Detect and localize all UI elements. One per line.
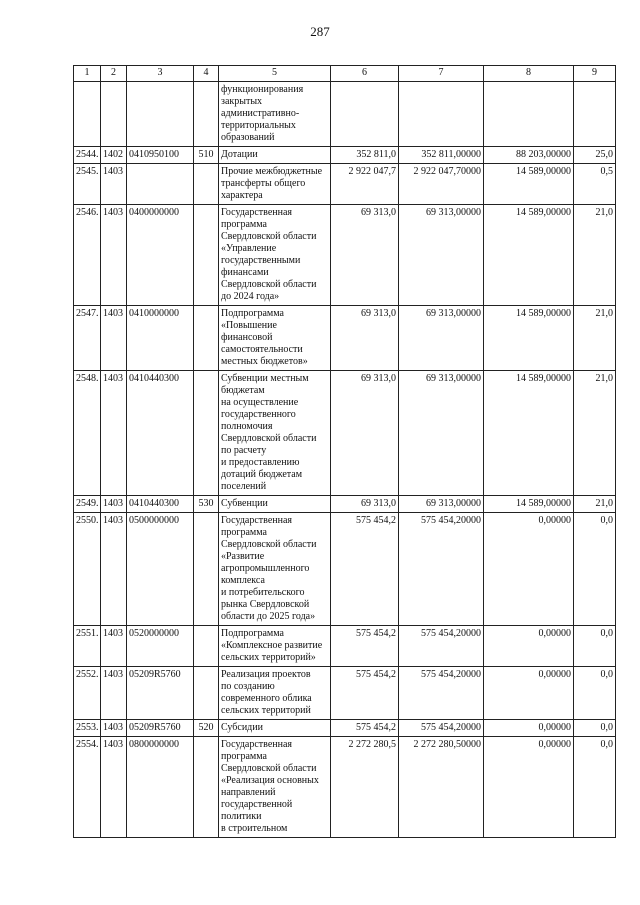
amount-cell: 575 454,2 (331, 513, 399, 626)
item-name-cell: Субсидии (219, 720, 331, 737)
row-number-cell: 2548. (74, 371, 101, 496)
expense-type-cell: 510 (194, 147, 219, 164)
amount-cell: 0,00000 (484, 737, 574, 838)
percent-cell: 25,0 (574, 147, 616, 164)
item-name-cell: функционирования закрытых административно- территориальных образований (219, 82, 331, 147)
row-number-cell: 2546. (74, 205, 101, 306)
header-cell: 1 (74, 66, 101, 82)
item-name-cell: Государственная программа Свердловской области «Развитие агропромышленного комплекса и потребительского рынка Свердловской области до 2025 года» (219, 513, 331, 626)
expense-type-cell (194, 82, 219, 147)
amount-cell: 14 589,00000 (484, 306, 574, 371)
target-article-cell: 05209R5760 (127, 720, 194, 737)
target-article-cell: 0410440300 (127, 371, 194, 496)
row-number-cell: 2550. (74, 513, 101, 626)
section-code-cell: 1402 (101, 147, 127, 164)
row-number-cell: 2549. (74, 496, 101, 513)
table-row (74, 496, 616, 513)
amount-cell: 0,00000 (484, 626, 574, 667)
amount-cell: 14 589,00000 (484, 205, 574, 306)
expense-type-cell (194, 205, 219, 306)
amount-cell: 575 454,2 (331, 626, 399, 667)
row-number-cell: 2552. (74, 667, 101, 720)
row-number-cell: 2553. (74, 720, 101, 737)
target-article-cell: 0400000000 (127, 205, 194, 306)
amount-cell: 14 589,00000 (484, 164, 574, 205)
amount-precise-cell: 2 922 047,70000 (399, 164, 484, 205)
target-article-cell: 0520000000 (127, 626, 194, 667)
expense-type-cell (194, 513, 219, 626)
percent-cell: 0,0 (574, 720, 616, 737)
expense-type-cell (194, 626, 219, 667)
section-code-cell: 1403 (101, 371, 127, 496)
amount-precise-cell: 69 313,00000 (399, 371, 484, 496)
item-name-cell: Государственная программа Свердловской области «Реализация основных направлений государственной политики в строительном (219, 737, 331, 838)
amount-precise-cell: 2 272 280,50000 (399, 737, 484, 838)
target-article-cell: 05209R5760 (127, 667, 194, 720)
header-cell: 8 (484, 66, 574, 82)
section-code-cell: 1403 (101, 667, 127, 720)
amount-precise-cell (399, 82, 484, 147)
row-number-cell (74, 82, 101, 147)
section-code-cell: 1403 (101, 496, 127, 513)
amount-cell: 0,00000 (484, 667, 574, 720)
section-code-cell: 1403 (101, 513, 127, 626)
table-row (74, 205, 616, 306)
expense-type-cell (194, 667, 219, 720)
table-row (74, 306, 616, 371)
expense-type-cell: 530 (194, 496, 219, 513)
row-number-cell: 2544. (74, 147, 101, 164)
table-body (74, 82, 616, 838)
percent-cell (574, 82, 616, 147)
amount-cell: 69 313,0 (331, 496, 399, 513)
amount-precise-cell: 575 454,20000 (399, 626, 484, 667)
amount-precise-cell: 352 811,00000 (399, 147, 484, 164)
amount-cell: 575 454,2 (331, 667, 399, 720)
expense-type-cell (194, 306, 219, 371)
amount-precise-cell: 69 313,00000 (399, 306, 484, 371)
item-name-cell: Дотации (219, 147, 331, 164)
target-article-cell: 0410440300 (127, 496, 194, 513)
amount-cell: 0,00000 (484, 720, 574, 737)
percent-cell: 0,0 (574, 513, 616, 626)
item-name-cell: Подпрограмма «Повышение финансовой самостоятельности местных бюджетов» (219, 306, 331, 371)
expense-type-cell (194, 371, 219, 496)
amount-cell: 14 589,00000 (484, 371, 574, 496)
amount-precise-cell: 575 454,20000 (399, 667, 484, 720)
section-code-cell: 1403 (101, 306, 127, 371)
amount-cell: 575 454,2 (331, 720, 399, 737)
target-article-cell (127, 82, 194, 147)
table-row (74, 667, 616, 720)
header-cell: 2 (101, 66, 127, 82)
amount-cell: 69 313,0 (331, 205, 399, 306)
budget-table (73, 65, 616, 838)
amount-cell: 14 589,00000 (484, 496, 574, 513)
row-number-cell: 2545. (74, 164, 101, 205)
amount-precise-cell: 575 454,20000 (399, 720, 484, 737)
table-row (74, 371, 616, 496)
amount-cell: 0,00000 (484, 513, 574, 626)
header-cell: 3 (127, 66, 194, 82)
expense-type-cell (194, 737, 219, 838)
amount-precise-cell: 69 313,00000 (399, 496, 484, 513)
section-code-cell: 1403 (101, 720, 127, 737)
percent-cell: 0,5 (574, 164, 616, 205)
amount-cell: 69 313,0 (331, 306, 399, 371)
percent-cell: 0,0 (574, 667, 616, 720)
percent-cell: 21,0 (574, 496, 616, 513)
target-article-cell: 0500000000 (127, 513, 194, 626)
page-number: 287 (310, 24, 330, 39)
item-name-cell: Реализация проектов по созданию современного облика сельских территорий (219, 667, 331, 720)
target-article-cell: 0410000000 (127, 306, 194, 371)
item-name-cell: Государственная программа Свердловской области «Управление государственными финансами Свердловской области до 2024 года» (219, 205, 331, 306)
target-article-cell (127, 164, 194, 205)
section-code-cell: 1403 (101, 626, 127, 667)
percent-cell: 21,0 (574, 306, 616, 371)
table-row (74, 82, 616, 147)
target-article-cell: 0800000000 (127, 737, 194, 838)
expense-type-cell: 520 (194, 720, 219, 737)
section-code-cell (101, 82, 127, 147)
section-code-cell: 1403 (101, 737, 127, 838)
section-code-cell: 1403 (101, 205, 127, 306)
table-row (74, 626, 616, 667)
expense-type-cell (194, 164, 219, 205)
percent-cell: 21,0 (574, 205, 616, 306)
header-cell: 7 (399, 66, 484, 82)
item-name-cell: Субвенции (219, 496, 331, 513)
table-row (74, 737, 616, 838)
target-article-cell: 0410950100 (127, 147, 194, 164)
table-row (74, 513, 616, 626)
amount-cell: 88 203,00000 (484, 147, 574, 164)
amount-cell (331, 82, 399, 147)
header-cell: 4 (194, 66, 219, 82)
header-cell: 5 (219, 66, 331, 82)
table-row (74, 720, 616, 737)
amount-cell: 352 811,0 (331, 147, 399, 164)
percent-cell: 0,0 (574, 626, 616, 667)
amount-cell: 2 922 047,7 (331, 164, 399, 205)
percent-cell: 0,0 (574, 737, 616, 838)
item-name-cell: Подпрограмма «Комплексное развитие сельских территорий» (219, 626, 331, 667)
percent-cell: 21,0 (574, 371, 616, 496)
table-row (74, 147, 616, 164)
table-row (74, 164, 616, 205)
header-cell: 6 (331, 66, 399, 82)
item-name-cell: Субвенции местным бюджетам на осуществление государственного полномочия Свердловской области по расчету и предоставлению дотаций бюджетам поселений (219, 371, 331, 496)
item-name-cell: Прочие межбюджетные трансферты общего характера (219, 164, 331, 205)
row-number-cell: 2554. (74, 737, 101, 838)
table-header-row (74, 66, 616, 82)
amount-cell (484, 82, 574, 147)
section-code-cell: 1403 (101, 164, 127, 205)
amount-precise-cell: 69 313,00000 (399, 205, 484, 306)
amount-cell: 2 272 280,5 (331, 737, 399, 838)
amount-precise-cell: 575 454,20000 (399, 513, 484, 626)
amount-cell: 69 313,0 (331, 371, 399, 496)
row-number-cell: 2551. (74, 626, 101, 667)
row-number-cell: 2547. (74, 306, 101, 371)
header-cell: 9 (574, 66, 616, 82)
